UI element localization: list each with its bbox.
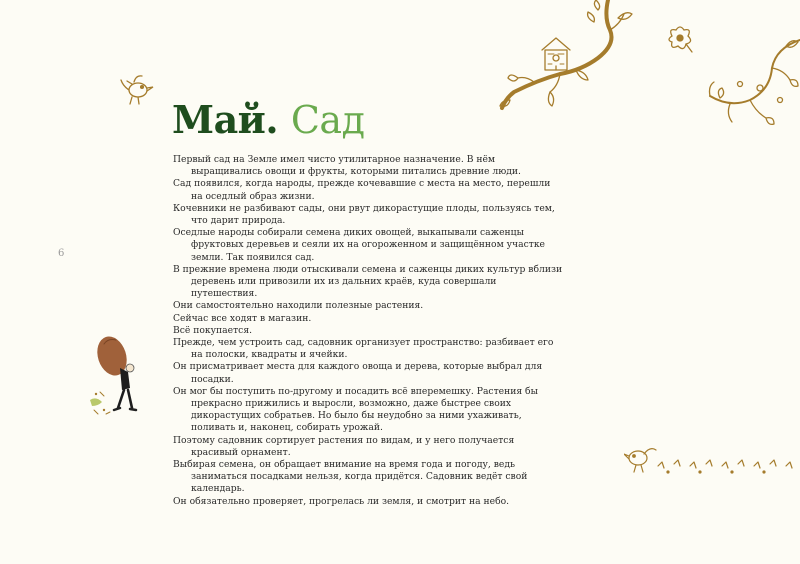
paragraph: Первый сад на Земле имел чисто утилитарное назначение. В нём выращивались овощи и фрукты, которыми питались древние люди. bbox=[173, 154, 521, 178]
paragraph: Оседлые народы собирали семена диких овощей, выкапывали саженцы фруктовых деревьев и сеяли их на огороженном и защищённом участке земли. Так появился сад. bbox=[173, 227, 545, 263]
bird-icon bbox=[118, 70, 156, 108]
page-title bbox=[172, 96, 364, 144]
paragraph: Всё покупается. bbox=[173, 324, 253, 336]
seed-trail-icon bbox=[624, 440, 800, 480]
branch-birdhouse-icon bbox=[498, 0, 638, 112]
paragraph: Выбирая семена, он обращает внимание на время года и погоду, ведь заниматься посадками нельзя, когда придётся. Садовник ведёт свой календарь. bbox=[173, 459, 528, 495]
paragraph: Он мог бы поступить по-другому и посадить всё вперемешку. Растения бы прекрасно прижились и выросли, возможно, даже быстрее своих дикорастущих собратьев. Но было бы неудобно за ними ухаживать, поливать и, наконец, собирать урожай. bbox=[173, 385, 538, 434]
body-text bbox=[173, 154, 563, 508]
vine-icon bbox=[706, 34, 800, 126]
page-number: 6 bbox=[58, 248, 65, 259]
paragraph: Сейчас все ходят в магазин. bbox=[173, 312, 312, 324]
paragraph: Он обязательно проверяет, прогрелась ли земля, и смотрит на небо. bbox=[173, 495, 510, 507]
paragraph: Поэтому садовник сортирует растения по видам, и у него получается красивый орнамент. bbox=[173, 434, 515, 458]
title-topic: Сад bbox=[290, 98, 365, 142]
gardener-icon bbox=[86, 332, 146, 418]
flower-icon bbox=[662, 24, 698, 56]
paragraph: Сад появился, когда народы, прежде кочевавшие с места на место, перешли на оседлый образ жизни. bbox=[173, 178, 551, 202]
paragraph: Прежде, чем устроить сад, садовник организует пространство: разбивает его на полоски, квадраты и ячейки. bbox=[173, 337, 554, 361]
title-month: Май. bbox=[172, 97, 279, 142]
paragraph: Они самостоятельно находили полезные растения. bbox=[173, 300, 424, 312]
paragraph: Кочевники не разбивают сады, они рвут дикорастущие плоды, пользуясь тем, что дарит природа. bbox=[173, 202, 555, 227]
paragraph: Он присматривает места для каждого овоща и дерева, которые выбрал для посадки. bbox=[173, 361, 543, 385]
paragraph: В прежние времена люди отыскивали семена и саженцы диких культур вблизи деревень или привозили их из дальних краёв, куда совершали путешествия. bbox=[173, 263, 563, 300]
